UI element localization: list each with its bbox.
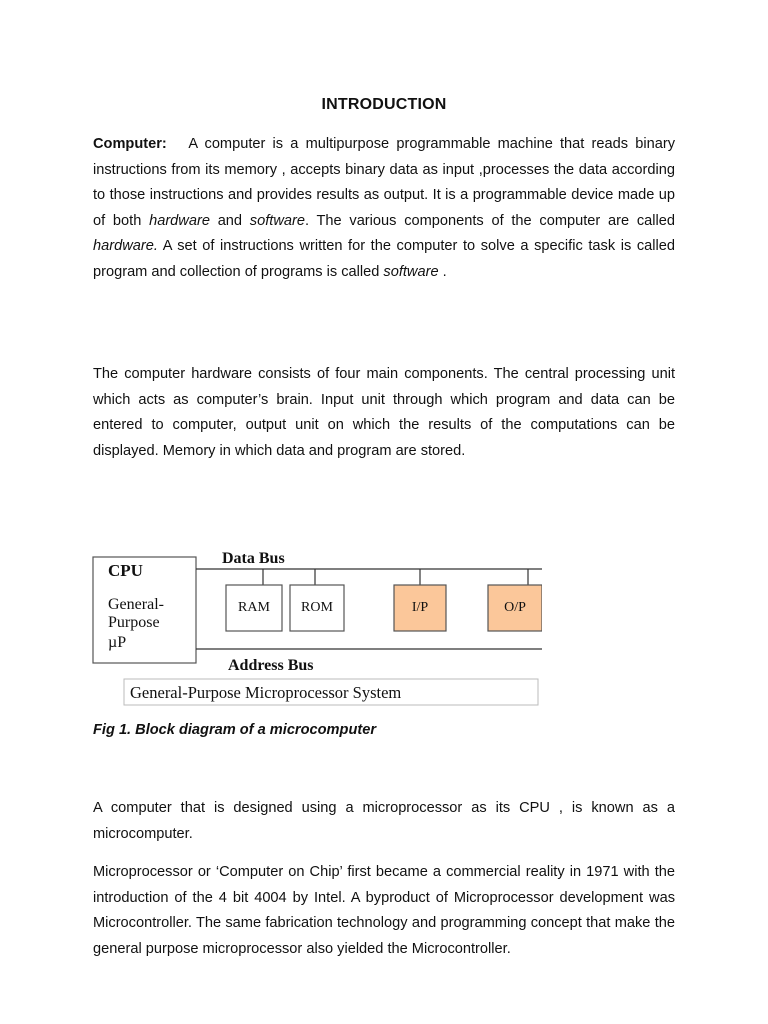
cpu-line-2: Purpose	[108, 614, 160, 631]
paragraph-hardware-components: The computer hardware consists of four main components. The central processing unit which acts as computer’s brain. Input unit through which program and data can be entered to computer, output unit on which the results of the computations can be displayed. Memory in which data and program are stored.	[93, 366, 675, 459]
ram-label: RAM	[238, 600, 270, 615]
text-run: A set of instructions written for the computer to solve a specific task is called program and collection of programs is called	[93, 238, 675, 280]
cpu-line-3: µP	[108, 634, 127, 651]
emphasis-hardware: hardware	[149, 212, 210, 229]
lead-term: Computer:	[93, 136, 167, 152]
text-run: .	[438, 263, 447, 280]
paragraph-microcomputer: A computer that is designed using a microprocessor as its CPU , is known as a microcomputer.	[93, 800, 675, 842]
rom-label: ROM	[301, 600, 333, 615]
text-run: A computer is a multipurpose programmable machine that reads binary instructions from its memory , accepts binary data as input ,processes the data according to those instructions and provides results as output. It is a programmable device made up of both	[93, 136, 675, 229]
paragraph-microprocessor-history: Microprocessor or ‘Computer on Chip’ first became a commercial reality in 1971 with the introduction of the 4 bit 4004 by Intel. A byproduct of Microprocessor development was Microcontroller. The same fabrication technology and programming concept that make the general purpose microprocessor also yielded the Microcontroller.	[93, 864, 675, 957]
cpu-title: CPU	[108, 561, 143, 580]
figure-caption: Fig 1. Block diagram of a microcomputer	[93, 722, 377, 738]
input-label: I/P	[411, 600, 429, 615]
cpu-line-1: General-	[108, 596, 164, 613]
emphasis-software: software	[249, 212, 305, 229]
paragraph-computer-definition	[93, 132, 675, 286]
emphasis-software: software	[383, 263, 439, 280]
address-bus-label: Address Bus	[228, 657, 314, 674]
text-run: . The various components of the computer are called	[304, 212, 675, 229]
system-label: General-Purpose Microprocessor System	[130, 683, 402, 702]
emphasis-hardware: hardware.	[93, 238, 158, 255]
microcomputer-block-diagram	[92, 543, 542, 709]
text-run: and	[209, 212, 250, 229]
data-bus-label: Data Bus	[222, 550, 285, 567]
page-title: INTRODUCTION	[321, 96, 447, 113]
output-label: O/P	[504, 600, 526, 615]
